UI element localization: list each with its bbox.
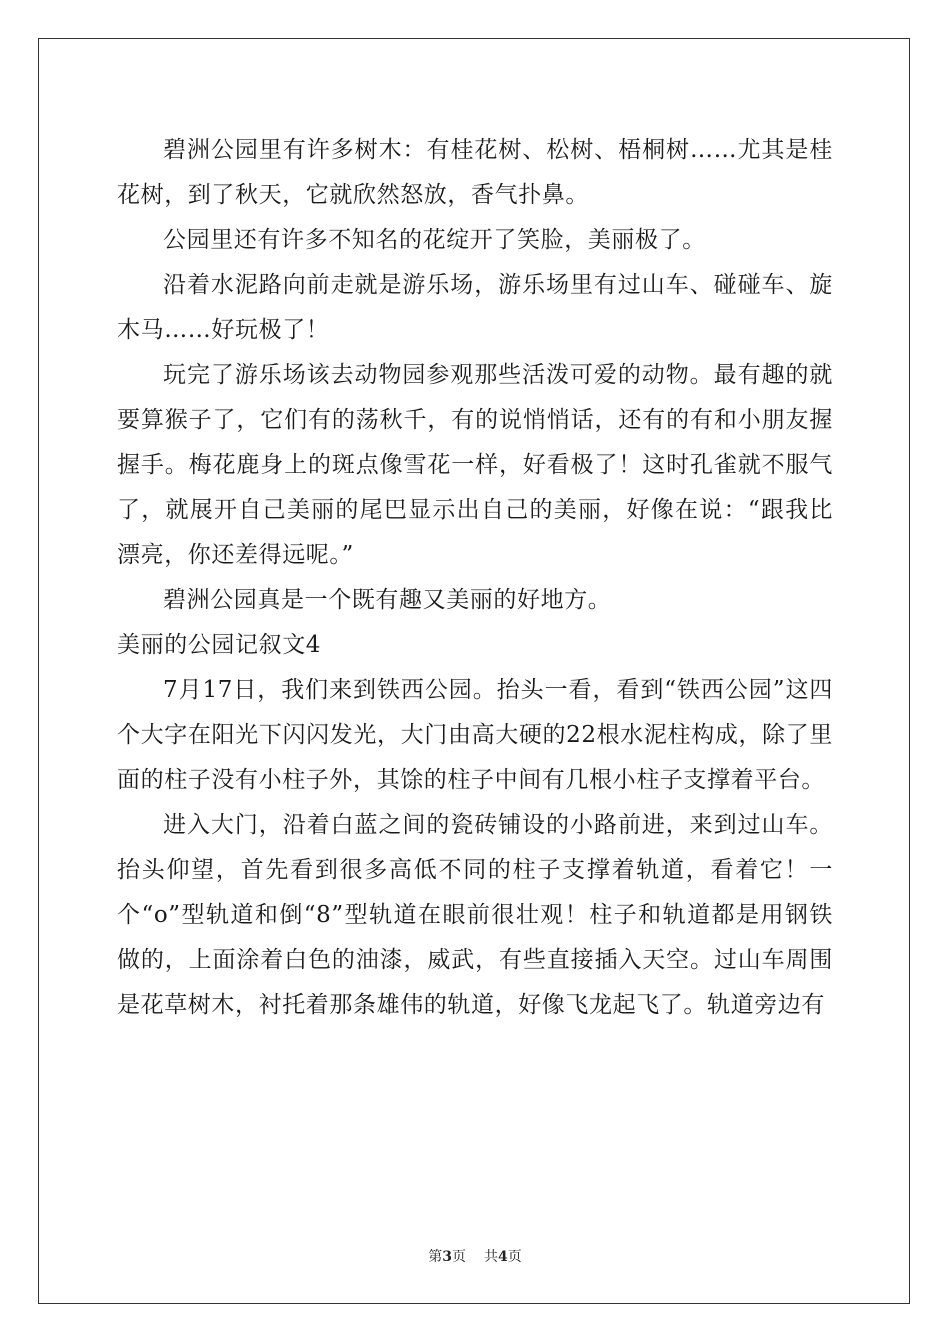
total-suffix: 页 [507,1249,522,1265]
page-total: 4 [498,1249,508,1265]
paragraph: 公园里还有许多不知名的花绽开了笑脸，美丽极了。 [163,227,706,253]
total-prefix: 共 [484,1249,498,1265]
section-heading: 美丽的公园记叙文4 [117,632,322,658]
paragraph: 碧洲公园里有许多树木：有桂花树、松树、梧桐树……尤其是桂花树，到了秋天，它就欣然怒放，香气扑鼻。 [117,137,833,208]
paragraph: 碧洲公园真是一个既有趣又美丽的好地方。 [163,587,612,613]
page-prefix: 第 [428,1249,443,1265]
paragraph: 沿着水泥路向前走就是游乐场，游乐场里有过山车、碰碰车、旋木马……好玩极了！ [117,272,833,343]
page-current: 3 [442,1249,452,1265]
paragraph: 玩完了游乐场该去动物园参观那些活泼可爱的动物。最有趣的就要算猴子了，它们有的荡秋千，有的说悄悄话，还有的有和小朋友握握手。梅花鹿身上的斑点像雪花一样，好看极了！这时孔雀就不服气了，就展开自己美丽的尾巴显示出自己的美丽，好像在说：“跟我比漂亮，你还差得远呢。” [117,362,833,568]
document-body [117,128,833,1028]
page-suffix: 页 [452,1249,466,1265]
paragraph: 7月17日，我们来到铁西公园。抬头一看，看到“铁西公园”这四个大字在阳光下闪闪发光，大门由高大硬的22根水泥柱构成，除了里面的柱子没有小柱子外，其馀的柱子中间有几根小柱子支撑着平台。 [117,677,833,793]
paragraph: 进入大门，沿着白蓝之间的瓷砖铺设的小路前进，来到过山车。抬头仰望，首先看到很多高低不同的柱子支撑着轨道，看着它！一个“o”型轨道和倒“8”型轨道在眼前很壮观！柱子和轨道都是用钢铁做的，上面涂着白色的油漆，威武，有些直接插入天空。过山车周围是花草树木，衬托着那条雄伟的轨道，好像飞龙起飞了。轨道旁边有 [117,812,833,1018]
page-footer [0,1246,950,1266]
